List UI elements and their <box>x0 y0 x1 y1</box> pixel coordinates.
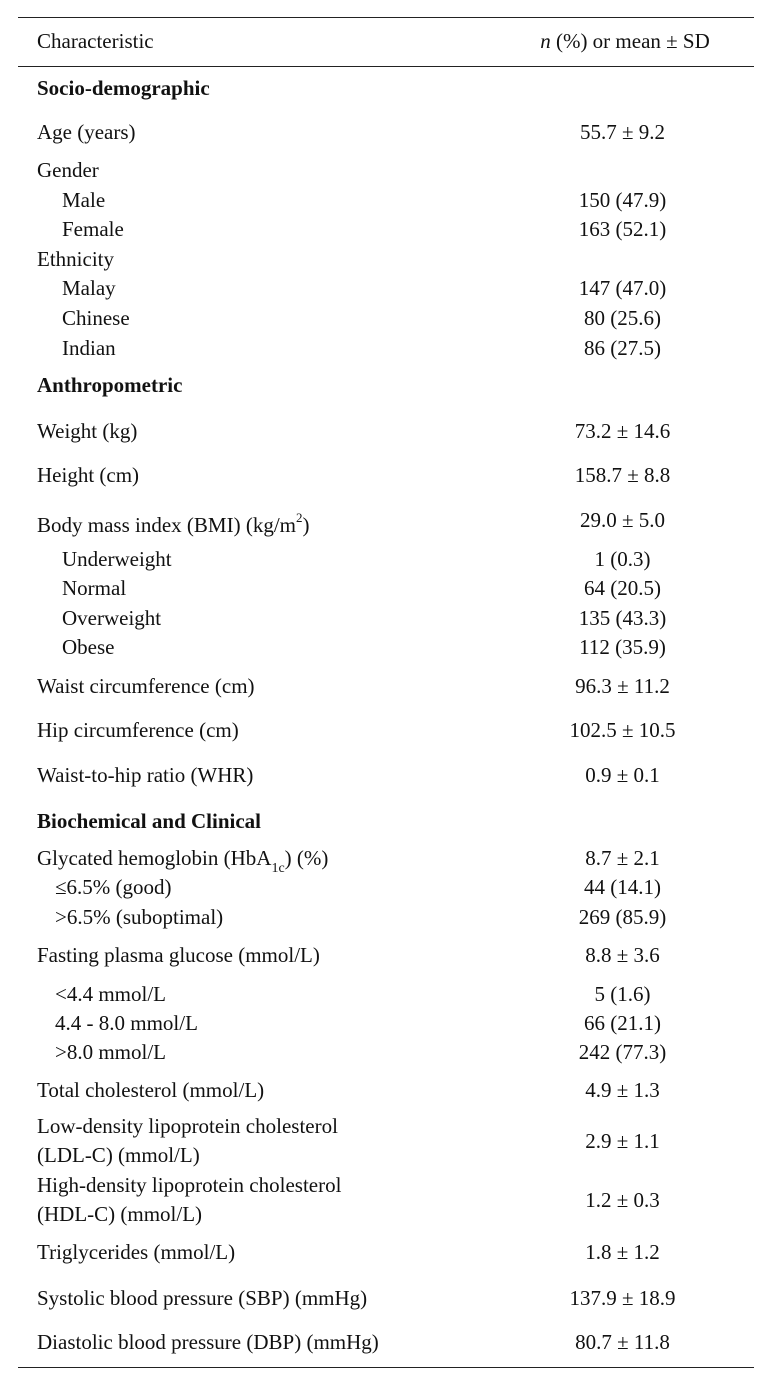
row-label-sbp: Systolic blood pressure (SBP) (mmHg) <box>37 1286 368 1310</box>
row-label-malay: Malay <box>62 276 116 300</box>
row-label-overweight: Overweight <box>62 606 162 630</box>
row-label-hdl-line1: High-density lipoprotein cholesterol <box>37 1173 342 1197</box>
row-label-hip: Hip circumference (cm) <box>37 718 239 742</box>
hba1c-subscript: 1c <box>271 861 285 877</box>
section-anthropometric: Anthropometric <box>37 373 183 397</box>
row-label-ethnicity: Ethnicity <box>37 247 114 271</box>
row-value-female: 163 (52.1) <box>578 217 667 241</box>
row-value-overweight: 135 (43.3) <box>578 606 667 630</box>
row-label-fpg: Fasting plasma glucose (mmol/L) <box>37 943 320 967</box>
row-value-hip: 102.5 ± 10.5 <box>569 718 676 742</box>
row-value-fpg-high: 242 (77.3) <box>578 1040 667 1064</box>
table-bottom-rule <box>18 1367 754 1368</box>
row-label-ldl-line2: (LDL-C) (mmol/L) <box>37 1143 200 1167</box>
row-label-bmi <box>37 505 309 540</box>
row-label-fpg-mid: 4.4 - 8.0 mmol/L <box>55 1011 198 1035</box>
row-value-height: 158.7 ± 8.8 <box>574 463 671 487</box>
row-value-hba-good: 44 (14.1) <box>584 875 661 899</box>
row-value-chinese: 80 (25.6) <box>584 306 661 330</box>
header-characteristic: Characteristic <box>37 29 154 53</box>
row-label-whr: Waist-to-hip ratio (WHR) <box>37 763 254 787</box>
row-value-hdl: 1.2 ± 0.3 <box>585 1188 660 1212</box>
row-value-hba-suboptimal: 269 (85.9) <box>578 905 667 929</box>
row-value-sbp: 137.9 ± 18.9 <box>569 1286 676 1310</box>
row-label-hdl-line2: (HDL-C) (mmol/L) <box>37 1202 203 1226</box>
row-label-hba-suboptimal: >6.5% (suboptimal) <box>55 905 224 929</box>
row-label-dbp: Diastolic blood pressure (DBP) (mmHg) <box>37 1330 379 1354</box>
row-label-hba-good: ≤6.5% (good) <box>55 875 172 899</box>
row-value-malay: 147 (47.0) <box>578 276 667 300</box>
row-label-height: Height (cm) <box>37 463 140 487</box>
row-label-fpg-low: <4.4 mmol/L <box>55 982 167 1006</box>
header-value-rest: (%) or mean ± SD <box>550 29 710 53</box>
header-value-column <box>505 26 745 56</box>
row-label-ldl-line1: Low-density lipoprotein cholesterol <box>37 1114 338 1138</box>
row-value-triglycerides: 1.8 ± 1.2 <box>585 1240 660 1264</box>
hba1c-label-text: Glycated hemoglobin (HbA <box>37 846 272 870</box>
row-label-total-cholesterol: Total cholesterol (mmol/L) <box>37 1078 265 1102</box>
row-value-fpg-mid: 66 (21.1) <box>584 1011 661 1035</box>
row-value-whr: 0.9 ± 0.1 <box>585 763 660 787</box>
row-value-total-cholesterol: 4.9 ± 1.3 <box>585 1078 660 1102</box>
row-value-dbp: 80.7 ± 11.8 <box>575 1330 670 1354</box>
row-value-waist: 96.3 ± 11.2 <box>575 674 670 698</box>
row-value-bmi: 29.0 ± 5.0 <box>579 508 666 532</box>
row-label-triglycerides: Triglycerides (mmol/L) <box>37 1240 236 1264</box>
row-value-obese: 112 (35.9) <box>579 635 666 659</box>
bmi-superscript: 2 <box>295 510 303 525</box>
row-value-ldl: 2.9 ± 1.1 <box>585 1129 660 1153</box>
bmi-label-text: Body mass index (BMI) (kg/m <box>37 513 296 537</box>
hba1c-label-close: ) (%) <box>284 846 329 870</box>
header-n-italic: n <box>540 29 551 53</box>
row-value-weight: 73.2 ± 14.6 <box>574 419 671 443</box>
row-label-fpg-high: >8.0 mmol/L <box>55 1040 167 1064</box>
row-label-weight: Weight (kg) <box>37 419 138 443</box>
row-label-female: Female <box>62 217 124 241</box>
row-value-hba1c: 8.7 ± 2.1 <box>585 846 660 870</box>
row-value-indian: 86 (27.5) <box>584 336 661 360</box>
row-label-underweight: Underweight <box>62 547 172 571</box>
row-label-gender: Gender <box>37 158 99 182</box>
row-value-age: 55.7 ± 9.2 <box>579 120 666 144</box>
row-label-normal: Normal <box>62 576 127 600</box>
row-label-indian: Indian <box>62 336 116 360</box>
table-header-rule <box>18 66 754 67</box>
section-biochemical-clinical: Biochemical and Clinical <box>37 809 262 833</box>
row-value-male: 150 (47.9) <box>578 188 667 212</box>
row-value-normal: 64 (20.5) <box>584 576 661 600</box>
bmi-label-close: ) <box>302 513 310 537</box>
row-label-obese: Obese <box>62 635 115 659</box>
row-label-male: Male <box>62 188 106 212</box>
row-label-chinese: Chinese <box>62 306 130 330</box>
row-label-age: Age (years) <box>37 120 136 144</box>
row-value-underweight: 1 (0.3) <box>594 547 651 571</box>
row-label-waist: Waist circumference (cm) <box>37 674 255 698</box>
table-top-rule <box>18 17 754 18</box>
section-socio-demographic: Socio-demographic <box>37 76 210 100</box>
row-value-fpg: 8.8 ± 3.6 <box>585 943 660 967</box>
row-value-fpg-low: 5 (1.6) <box>594 982 651 1006</box>
